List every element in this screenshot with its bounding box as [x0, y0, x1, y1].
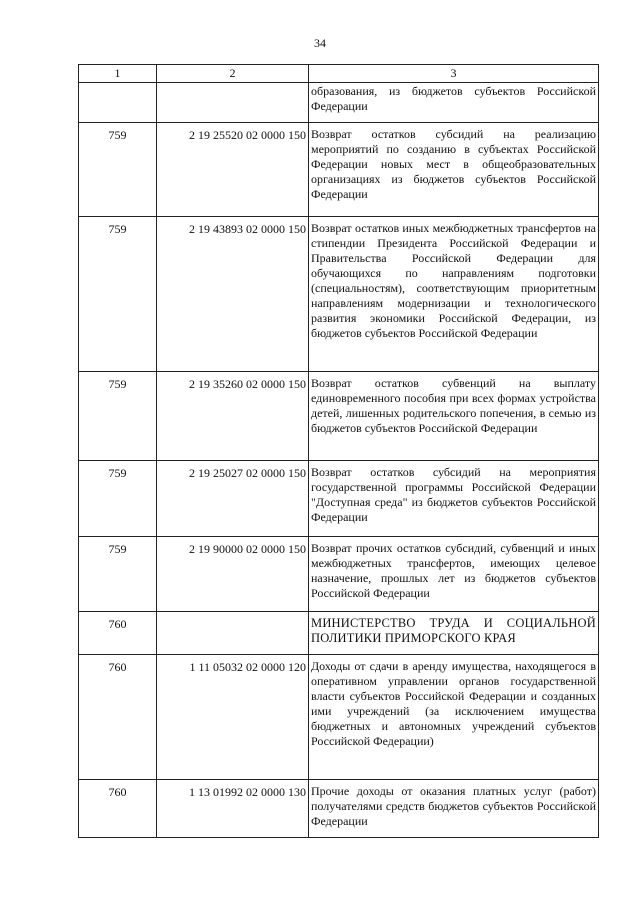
admin-code-cell: 759: [79, 372, 157, 461]
revenue-code-cell: 1 11 05032 02 0000 120: [157, 655, 309, 780]
revenue-code-cell: 2 19 35260 02 0000 150: [157, 372, 309, 461]
revenue-name-cell: Прочие доходы от оказания платных услуг (работ) получателями средств бюджетов субъектов Российской Федерации: [309, 780, 599, 838]
column-header-2: 2: [157, 65, 309, 83]
table-row: [79, 612, 599, 655]
revenue-code-cell: 2 19 43893 02 0000 150: [157, 217, 309, 372]
admin-code-cell: 760: [79, 655, 157, 780]
admin-code-cell: 759: [79, 217, 157, 372]
revenue-name-cell: Возврат прочих остатков субсидий, субвенций и иных межбюджетных трансфертов, имеющих целевое назначение, прошлых лет из бюджетов субъектов Российской Федерации: [309, 537, 599, 612]
table-row: [79, 83, 599, 123]
revenue-name-cell: Возврат остатков иных межбюджетных трансфертов на стипендии Президента Российской Федерации и Правительства Российской Федерации для обучающихся по направлениям подготовки (специальностям), соответствующим приоритетным направлениям модернизации и технологического развития экономики Российской Федерации, из бюджетов субъектов Российской Федерации: [309, 217, 599, 372]
revenue-name-cell: Возврат остатков субсидий на мероприятия государственной программы Российской Федерации "Доступная среда" из бюджетов субъектов Российской Федерации: [309, 461, 599, 537]
table-row: [79, 780, 599, 838]
revenue-code-cell: 2 19 25027 02 0000 150: [157, 461, 309, 537]
admin-code-cell: 760: [79, 612, 157, 655]
revenue-code-cell: 2 19 90000 02 0000 150: [157, 537, 309, 612]
revenue-code-cell: [157, 612, 309, 655]
revenue-code-cell: [157, 83, 309, 123]
column-header-3: 3: [309, 65, 599, 83]
admin-code-cell: 759: [79, 461, 157, 537]
revenue-name-cell: Возврат остатков субвенций на выплату единовременного пособия при всех формах устройства детей, лишенных родительского попечения, в семью из бюджетов субъектов Российской Федерации: [309, 372, 599, 461]
revenue-code-cell: 1 13 01992 02 0000 130: [157, 780, 309, 838]
table-row: [79, 372, 599, 461]
admin-code-cell: 760: [79, 780, 157, 838]
admin-code-cell: 759: [79, 123, 157, 217]
revenue-name-cell: Возврат остатков субсидий на реализацию мероприятий по созданию в субъектах Российской Федерации новых мест в общеобразовательных организациях из бюджетов субъектов Российской Федерации: [309, 123, 599, 217]
column-header-1: 1: [79, 65, 157, 83]
revenue-name-cell: Доходы от сдачи в аренду имущества, находящегося в оперативном управлении органов государственной власти субъектов Российской Федерации и созданных ими учреждений (за исключением имущества бюджетных и автономных учреждений субъектов Российской Федерации): [309, 655, 599, 780]
table-row: [79, 217, 599, 372]
revenue-name-cell: образования, из бюджетов субъектов Российской Федерации: [309, 83, 599, 123]
ministry-heading-cell: МИНИСТЕРСТВО ТРУДА И СОЦИАЛЬНОЙ ПОЛИТИКИ ПРИМОРСКОГО КРАЯ: [309, 612, 599, 655]
admin-code-cell: [79, 83, 157, 123]
table-row: [79, 123, 599, 217]
budget-classification-table: [78, 64, 599, 838]
admin-code-cell: 759: [79, 537, 157, 612]
table-header-row: [79, 65, 599, 83]
table-row: [79, 655, 599, 780]
table-row: [79, 461, 599, 537]
revenue-code-cell: 2 19 25520 02 0000 150: [157, 123, 309, 217]
table-row: [79, 537, 599, 612]
page-number: 34: [314, 36, 326, 50]
